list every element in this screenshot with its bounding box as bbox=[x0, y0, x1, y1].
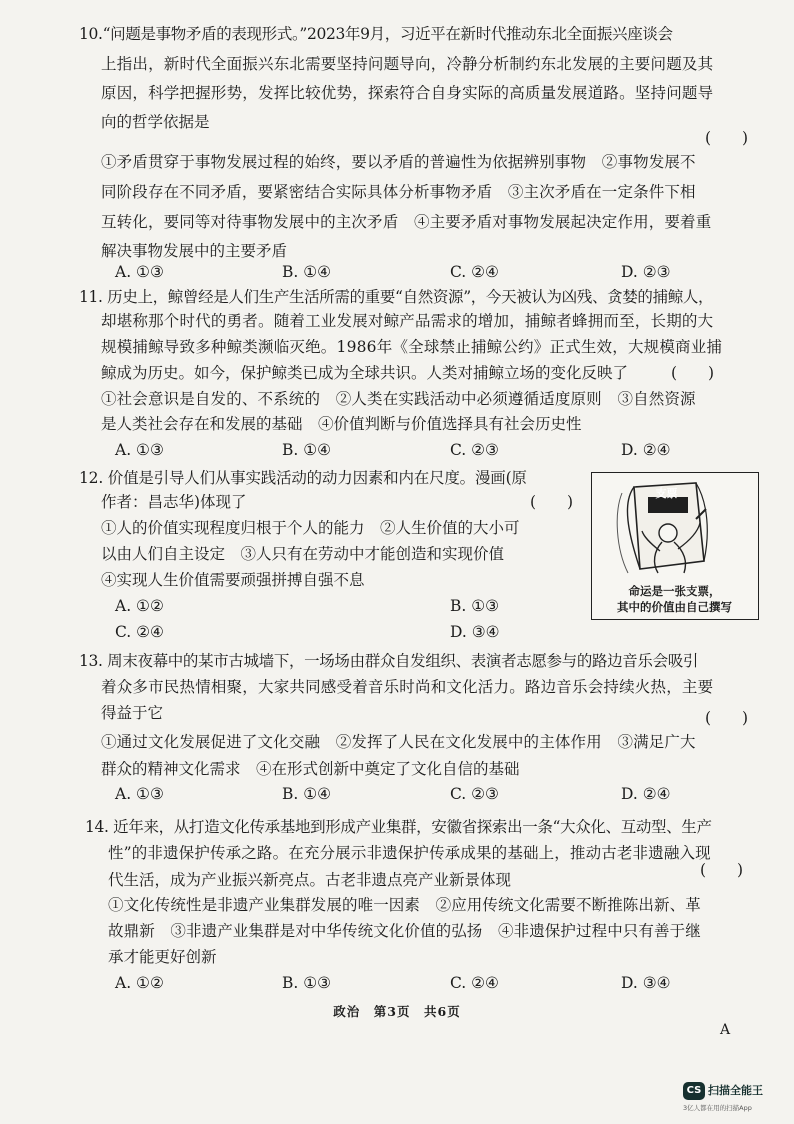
q11-line-6: 是人类社会存在和发展的基础 ④价值判断与价值选择具有社会历史性 bbox=[101, 415, 582, 433]
q12-line-1: 12. 价值是引导人们从事实践活动的动力因素和内在尺度。漫画(原 bbox=[79, 469, 527, 487]
watermark-tagline: 3亿人都在用的扫描App bbox=[683, 1104, 752, 1112]
q14-line-4: ①文化传统性是非遗产业集群发展的唯一因素 ②应用传统文化需要不断推陈出新、革 bbox=[108, 896, 701, 914]
q13-line-3: 得益于它 bbox=[101, 704, 164, 722]
q12-line-2: 作者：昌志华)体现了 bbox=[101, 493, 247, 511]
q14-line-1: 14. 近年来，从打造文化传承基地到形成产业集群，安徽省探索出一条“大众化、互动型、生产 bbox=[85, 818, 712, 836]
q14-line-2: 性”的非遗保护传承之路。在充分展示非遗保护传承成果的基础上，推动古老非遗融入现 bbox=[108, 844, 711, 862]
q10-line-2: 上指出，新时代全面振兴东北需要坚持问题导向，冷静分析制约东北发展的主要问题及其 bbox=[101, 55, 714, 73]
watermark-app-name: 扫描全能王 bbox=[708, 1084, 763, 1097]
cartoon-ticket-label: 支票 bbox=[655, 487, 678, 500]
q11-line-2: 却堪称那个时代的勇者。随着工业发展对鲸产品需求的增加，捕鲸者蜂拥而至，长期的大 bbox=[101, 312, 714, 330]
q14-option-d: D. ③④ bbox=[621, 974, 671, 992]
q11-line-3: 规模捕鲸导致多种鲸类濒临灭绝。1986年《全球禁止捕鲸公约》正式生效，大规模商业捕 bbox=[101, 338, 723, 356]
q14-line-5: 故鼎新 ③非遗产业集群是对中华传统文化价值的弘扬 ④非遗保护过程中只有善于继 bbox=[108, 922, 701, 940]
q12-option-a: A. ①② bbox=[115, 597, 164, 615]
q14-option-c: C. ②④ bbox=[450, 974, 499, 992]
q14-answer-bracket: ( ) bbox=[700, 861, 744, 879]
q13-option-c: C. ②③ bbox=[450, 785, 499, 803]
q11-answer-bracket: ( ) bbox=[671, 364, 715, 382]
q10-line-8: 解决事物发展中的主要矛盾 bbox=[101, 242, 288, 260]
q13-line-1: 13. 周末夜幕中的某市古城墙下，一场场由群众自发组织、表演者志愿参与的路边音乐会吸引 bbox=[79, 652, 699, 670]
q12-option-d: D. ③④ bbox=[450, 623, 500, 641]
q13-line-2: 着众多市民热情相聚，大家共同感受着音乐时尚和文化活力。路边音乐会持续火热，主要 bbox=[101, 678, 714, 696]
scanner-watermark bbox=[683, 1082, 788, 1118]
page-footer: 政治 第3页 共6页 bbox=[333, 1004, 461, 1019]
q10-line-7: 互转化，要同等对待事物发展中的主次矛盾 ④主要矛盾对事物发展起决定作用，要着重 bbox=[101, 213, 712, 231]
q13-answer-bracket: ( ) bbox=[705, 709, 749, 727]
q13-line-4: ①通过文化发展促进了文化交融 ②发挥了人民在文化发展中的主体作用 ③满足广大 bbox=[101, 733, 696, 751]
q14-line-3: 代生活，成为产业振兴新亮点。古老非遗点亮产业新景体现 bbox=[108, 871, 512, 889]
camscanner-logo-icon: CS bbox=[683, 1082, 705, 1100]
q14-option-b: B. ①③ bbox=[282, 974, 332, 992]
q13-option-b: B. ①④ bbox=[282, 785, 332, 803]
q11-option-a: A. ①③ bbox=[115, 441, 164, 459]
q12-line-5: ④实现人生价值需要顽强拼搏自强不息 bbox=[101, 571, 365, 589]
q14-line-6: 承才能更好创新 bbox=[108, 948, 217, 966]
q10-option-b: B. ①④ bbox=[282, 263, 332, 281]
q12-option-b: B. ①③ bbox=[450, 597, 500, 615]
q11-line-5: ①社会意识是自发的、不系统的 ②人类在实践活动中必须遵循适度原则 ③自然资源 bbox=[101, 390, 696, 408]
q13-option-d: D. ②④ bbox=[621, 785, 671, 803]
q12-line-4: 以由人们自主设定 ③人只有在劳动中才能创造和实现价值 bbox=[101, 545, 505, 563]
q10-line-5: ①矛盾贯穿于事物发展过程的始终，要以矛盾的普遍性为依据辨别事物 ②事物发展不 bbox=[101, 153, 696, 171]
q11-option-b: B. ①④ bbox=[282, 441, 332, 459]
cartoon-panel bbox=[591, 472, 759, 620]
q12-line-3: ①人的价值实现程度归根于个人的能力 ②人生价值的大小可 bbox=[101, 519, 520, 537]
q10-answer-bracket: ( ) bbox=[705, 129, 749, 147]
paper-version-mark: A bbox=[720, 1022, 731, 1038]
q10-option-d: D. ②③ bbox=[621, 263, 671, 281]
cartoon-caption-line-1: 命运是一张支票， bbox=[628, 584, 721, 598]
q10-line-6: 同阶段存在不同矛盾，要紧密结合实际具体分析事物矛盾 ③主次矛盾在一定条件下相 bbox=[101, 183, 696, 201]
q10-option-c: C. ②④ bbox=[450, 263, 499, 281]
q11-line-4: 鲸成为历史。如今，保护鲸类已成为全球共识。人类对捕鲸立场的变化反映了 bbox=[101, 364, 629, 382]
q12-option-c: C. ②④ bbox=[115, 623, 164, 641]
q13-option-a: A. ①③ bbox=[115, 785, 164, 803]
q10-line-3: 原因，科学把握形势，发挥比较优势，探索符合自身实际的高质量发展道路。坚持问题导 bbox=[101, 84, 714, 102]
cartoon-caption-line-2: 其中的价值由自己撰写 bbox=[617, 600, 732, 614]
q10-line-4: 向的哲学依据是 bbox=[101, 113, 210, 131]
q11-option-c: C. ②③ bbox=[450, 441, 499, 459]
q10-option-a: A. ①③ bbox=[115, 263, 164, 281]
q14-option-a: A. ①② bbox=[115, 974, 164, 992]
q11-line-1: 11. 历史上，鲸曾经是人们生产生活所需的重要“自然资源”，今天被认为凶残、贪婪的捕鲸人， bbox=[79, 288, 714, 306]
q13-line-5: 群众的精神文化需求 ④在形式创新中奠定了文化自信的基础 bbox=[101, 760, 520, 778]
q12-answer-bracket: ( ) bbox=[530, 493, 574, 511]
q11-option-d: D. ②④ bbox=[621, 441, 671, 459]
q10-line-1: 10.“问题是事物矛盾的表现形式。”2023年9月，习近平在新时代推动东北全面振兴座谈会 bbox=[79, 25, 673, 43]
